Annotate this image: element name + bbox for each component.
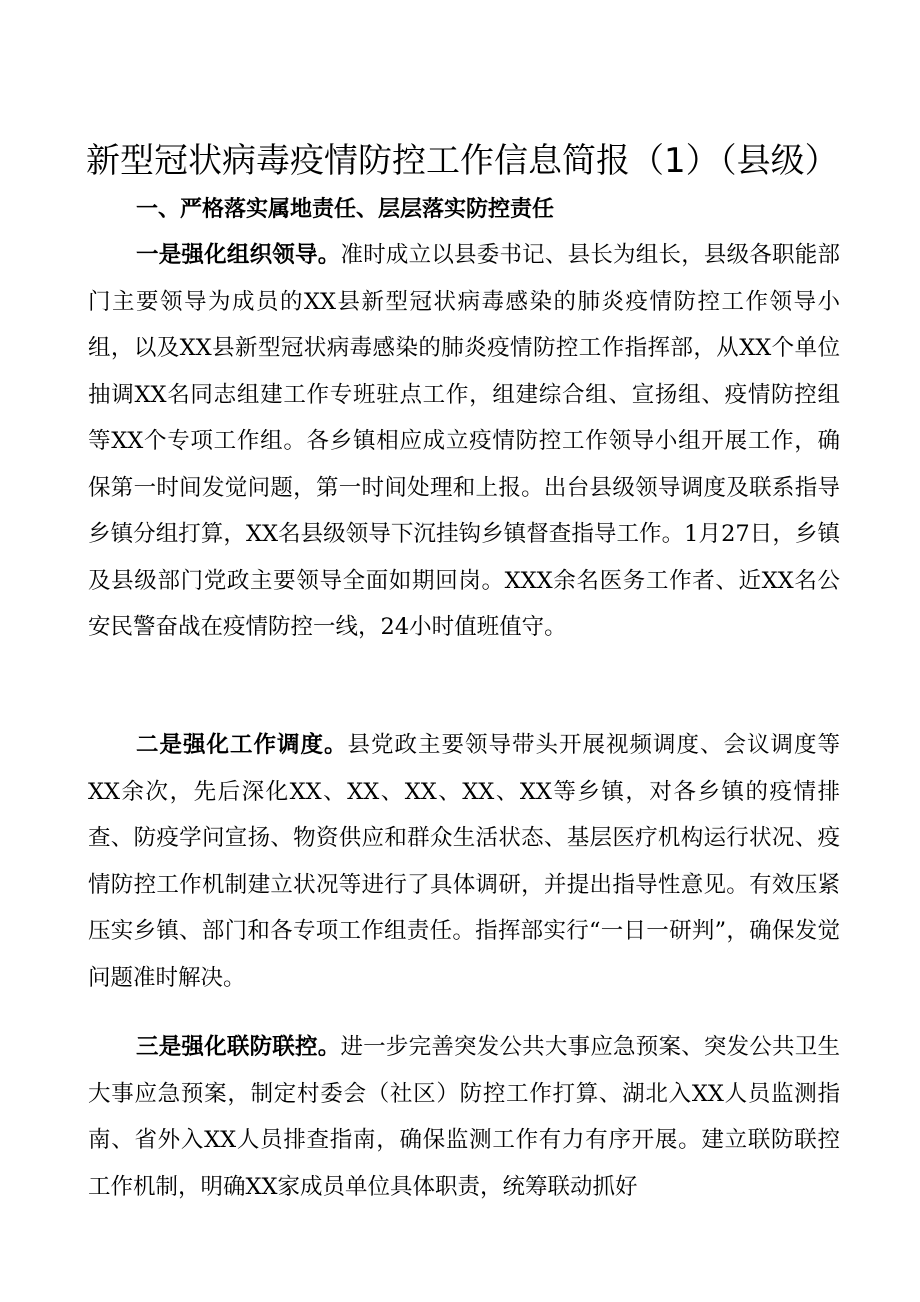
- paragraph-joint-prevention: [88, 1024, 840, 1210]
- document-title: 新型冠状病毒疫情防控工作信息简报（1）（县级）: [86, 141, 839, 181]
- paragraph-lead: 一是强化组织领导。: [136, 242, 341, 268]
- paragraph-lead: 二是强化工作调度。: [136, 732, 348, 758]
- paragraph-body: 进一步完善突发公共大事应急预案、突发公共卫生大事应急预案，制定村委会（社区）防控工作打算、湖北入XX人员监测指南、省外入XX人员排查指南，确保监测工作有力有序开展。建立联防联控工作机制，明确XX家成员单位具体职责，统筹联动抓好: [88, 1034, 840, 1200]
- paragraph-body: 准时成立以县委书记、县长为组长，县级各职能部门主要领导为成员的XX县新型冠状病毒感染的肺炎疫情防控工作领导小组，以及XX县新型冠状病毒感染的肺炎疫情防控工作指挥部，从XX个单位抽调XX名同志组建工作专班驻点工作，组建综合组、宣扬组、疫情防控组等XX个专项工作组。各乡镇相应成立疫情防控工作领导小组开展工作，确保第一时间发觉问题，第一时间处理和上报。出台县级领导调度及联系指导乡镇分组打算，XX名县级领导下沉挂钩乡镇督查指导工作。1月27日，乡镇及县级部门党政主要领导全面如期回岗。XXX余名医务工作者、近XX名公安民警奋战在疫情防控一线，24小时值班值守。: [88, 242, 840, 640]
- paragraph-organization-leadership: [88, 232, 840, 651]
- section-heading: 一、严格落实属地责任、层层落实防控责任: [136, 197, 555, 222]
- paragraph-lead: 三是强化联防联控。: [136, 1034, 341, 1060]
- paragraph-work-dispatch: [88, 722, 840, 1001]
- paragraph-body: 县党政主要领导带头开展视频调度、会议调度等XX余次，先后深化XX、XX、XX、XX、XX等乡镇，对各乡镇的疫情排查、防疫学问宣扬、物资供应和群众生活状态、基层医疗机构运行状况、疫情防控工作机制建立状况等进行了具体调研，并提出指导性意见。有效压紧压实乡镇、部门和各专项工作组责任。指挥部实行“一日一研判”，确保发觉问题准时解决。: [88, 732, 840, 991]
